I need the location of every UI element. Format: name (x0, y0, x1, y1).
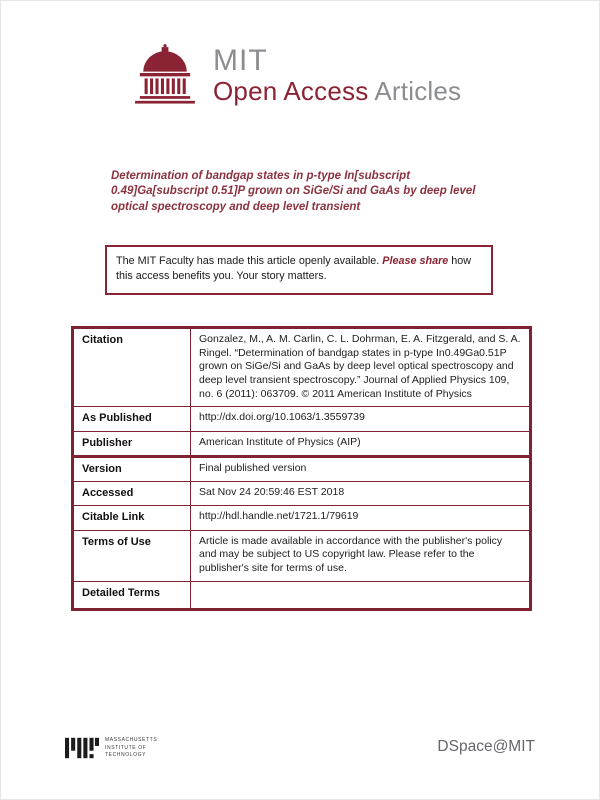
table-row-citation (73, 328, 531, 407)
please-share-link[interactable]: Please share (382, 255, 449, 267)
row-value: Gonzalez, M., A. M. Carlin, C. L. Dohrman, E. A. Fitzgerald, and S. A. Ringel. “Determination of bandgap states in p-type In0.49Ga0.51P grown on SiGe/Si and GaAs by deep level optical spectroscopy and deep level transient spectroscopy.” Journal of Applied Physics 109, no. 6 (2011): 063709. © 2011 American Institute of Physics (191, 328, 531, 407)
row-label: Terms of Use (73, 530, 191, 581)
table-row-version (73, 456, 531, 481)
row-label: Citation (73, 328, 191, 407)
row-label: Publisher (73, 431, 191, 456)
table-row-terms-of-use (73, 530, 531, 581)
dspace-mit-label[interactable]: DSpace@MIT (437, 738, 535, 755)
table-row-accessed (73, 482, 531, 506)
row-value: Sat Nov 24 20:59:46 EST 2018 (191, 482, 531, 506)
mit-dome-icon (131, 43, 199, 107)
metadata-table (71, 326, 532, 611)
table-row-as-published (73, 407, 531, 431)
table-row-publisher (73, 431, 531, 456)
handle-link[interactable]: http://hdl.handle.net/1721.1/79619 (191, 506, 531, 530)
doi-link[interactable]: http://dx.doi.org/10.1063/1.3559739 (191, 407, 531, 431)
row-label: As Published (73, 407, 191, 431)
brand-articles-label: Articles (368, 76, 462, 107)
table-row-citable-link (73, 506, 531, 530)
mit-bars-icon (65, 737, 99, 759)
institution-name: MASSACHUSETTS INSTITUTE OF TECHNOLOGY (105, 737, 158, 758)
brand-mit-label: MIT (213, 44, 268, 77)
row-value: Final published version (191, 456, 531, 481)
article-title: Determination of bandgap states in p-type In[subscript 0.49]Ga[subscript 0.51]P grown on SiGe/Si and GaAs by deep level optical spectroscopy and deep level transient (111, 170, 476, 213)
row-label: Citable Link (73, 506, 191, 530)
row-value: American Institute of Physics (AIP) (191, 431, 531, 456)
mit-open-access-header (131, 43, 461, 107)
brand-text (213, 43, 461, 105)
row-label: Accessed (73, 482, 191, 506)
notice-text-post: how this access benefits you. Your story matters. (116, 255, 472, 283)
row-label: Version (73, 456, 191, 481)
mit-footer-logo (65, 737, 175, 760)
table-row-detailed-terms (73, 581, 531, 609)
notice-text-pre: The MIT Faculty has made this article openly available. (116, 255, 383, 267)
row-value: Article is made available in accordance with the publisher's policy and may be subject to US copyright law. Please refer to the publisher's site for terms of use. (191, 530, 531, 581)
row-label: Detailed Terms (73, 581, 191, 609)
brand-open-access-label (213, 77, 461, 105)
row-value (191, 581, 531, 609)
notice-box (105, 245, 493, 295)
brand-open-access-accent: Open Access (213, 76, 369, 107)
